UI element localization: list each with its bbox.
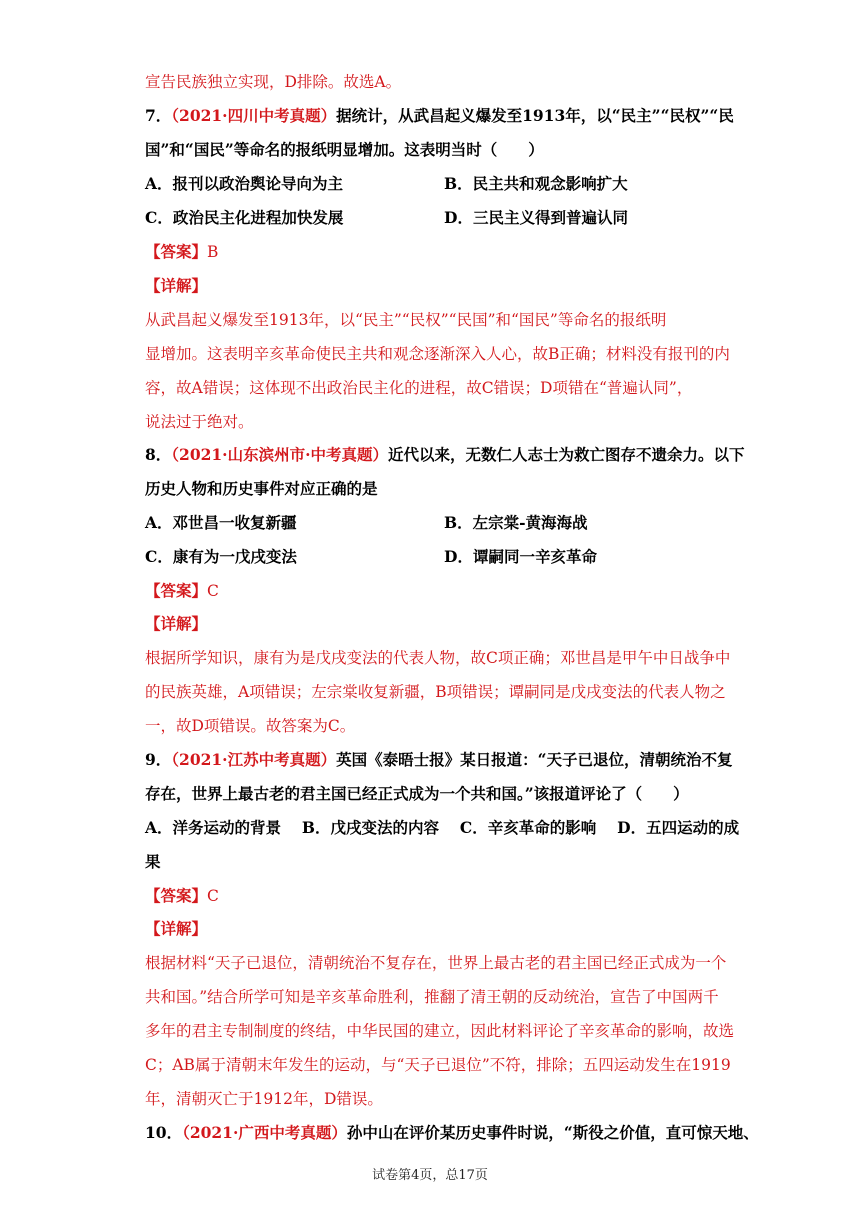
question-9-answer xyxy=(145,885,219,907)
question-8-stem-line-2: 历史人物和历史事件对应正确的是 xyxy=(145,479,378,498)
question-9-options-inline: A．洋务运动的背景 B．戊戌变法的内容 C．辛亥革命的影响 D．五四运动的成 xyxy=(145,818,740,837)
question-source: （2021·四川中考真题） xyxy=(171,106,337,125)
question-8-option-d: D．谭嗣同一辛亥革命 xyxy=(444,547,597,566)
question-stem-text: 据统计，从武昌起义爆发至1913年，以“民主”“民权”“民 xyxy=(336,106,734,125)
question-8-detail-label: 【详解】 xyxy=(145,614,208,633)
question-9-explanation-line-2: 共和国。”结合所学可知是辛亥革命胜利，推翻了清王朝的反动统治，宣告了中国两千 xyxy=(145,988,719,1006)
question-7-option-c: C．政治民主化进程加快发展 xyxy=(145,208,344,227)
question-7-explanation-line-1: 从武昌起义爆发至1913年，以“民主”“民权”“民国”和“国民”等命名的报纸明 xyxy=(145,311,667,329)
question-7-explanation-line-2: 显增加。这表明辛亥革命使民主共和观念逐渐深入人心，故B正确；材料没有报刊的内 xyxy=(145,345,730,363)
question-stem-text: 英国《泰晤士报》某日报道：“天子已退位，清朝统治不复 xyxy=(336,750,733,769)
question-7-explanation-line-4: 说法过于绝对。 xyxy=(145,413,254,431)
question-10-stem-line-1 xyxy=(145,1122,759,1144)
question-number: 10． xyxy=(145,1123,183,1142)
question-8-stem-line-1 xyxy=(145,444,745,466)
question-stem-text: 近代以来，无数仁人志士为救亡图存不遗余力。以下 xyxy=(387,445,745,464)
question-8-explanation-line-2: 的民族英雄，A项错误；左宗棠收复新疆，B项错误；谭嗣同是戊戌变法的代表人物之 xyxy=(145,683,726,701)
page-footer: 试卷第4页，总17页 xyxy=(372,1168,488,1183)
question-source: （2021·广西中考真题） xyxy=(182,1123,347,1142)
question-8-explanation-line-1: 根据所学知识，康有为是戊戌变法的代表人物，故C项正确；邓世昌是甲午中日战争中 xyxy=(145,649,731,667)
question-source: （2021·江苏中考真题） xyxy=(171,750,337,769)
question-7-option-d: D．三民主义得到普遍认同 xyxy=(444,208,628,227)
answer-label: 【答案】 xyxy=(145,886,208,905)
question-9-explanation-line-3: 多年的君主专制制度的终结，中华民国的建立，因此材料评论了辛亥革命的影响，故选 xyxy=(145,1022,735,1040)
question-7-stem-line-2: 国”和“国民”等命名的报纸明显增加。这表明当时（ ） xyxy=(145,140,544,159)
question-8-option-c: C．康有为一戊戌变法 xyxy=(145,547,297,566)
question-source: （2021·山东滨州市·中考真题） xyxy=(171,445,388,464)
previous-explanation-tail: 宣告民族独立实现，D排除。故选A。 xyxy=(145,73,402,91)
question-number: 7． xyxy=(145,106,172,125)
answer-label: 【答案】 xyxy=(145,581,208,600)
answer-label: 【答案】 xyxy=(145,242,208,261)
question-8-answer xyxy=(145,580,219,602)
question-8-explanation-line-3: 一，故D项错误。故答案为C。 xyxy=(145,717,356,735)
question-7-stem-line-1 xyxy=(145,105,734,127)
question-8-option-b: B．左宗棠-黄海海战 xyxy=(444,513,588,532)
question-7-detail-label: 【详解】 xyxy=(145,276,208,295)
question-number: 8． xyxy=(145,445,172,464)
question-9-detail-label: 【详解】 xyxy=(145,919,208,938)
question-9-stem-line-2: 存在，世界上最古老的君主国已经正式成为一个共和国。”该报道评论了（ ） xyxy=(145,784,689,803)
question-9-stem-line-1 xyxy=(145,749,733,771)
question-7-option-a: A．报刊以政治舆论导向为主 xyxy=(145,174,344,193)
question-9-explanation-line-1: 根据材料“天子已退位，清朝统治不复存在，世界上最古老的君主国已经正式成为一个 xyxy=(145,954,727,972)
question-7-option-b: B．民主共和观念影响扩大 xyxy=(444,174,628,193)
question-number: 9． xyxy=(145,750,172,769)
question-9-explanation-line-5: 年，清朝灭亡于1912年，D错误。 xyxy=(145,1090,383,1108)
answer-value: C xyxy=(207,582,219,600)
question-9-explanation-line-4: C；AB属于清朝末年发生的运动，与“天子已退位”不符，排除；五四运动发生在1919 xyxy=(145,1056,731,1074)
question-stem-text: 孙中山在评价某历史事件时说，“斯役之价值，直可惊天地、 xyxy=(346,1123,759,1142)
question-7-explanation-line-3: 容，故A错误；这体现不出政治民主化的进程，故C错误；D项错在“普遍认同”， xyxy=(145,379,693,397)
question-7-answer xyxy=(145,241,218,263)
question-9-options-wrap: 果 xyxy=(145,852,161,871)
answer-value: B xyxy=(207,243,219,261)
answer-value: C xyxy=(207,887,219,905)
question-8-option-a: A．邓世昌一收复新疆 xyxy=(145,513,297,532)
